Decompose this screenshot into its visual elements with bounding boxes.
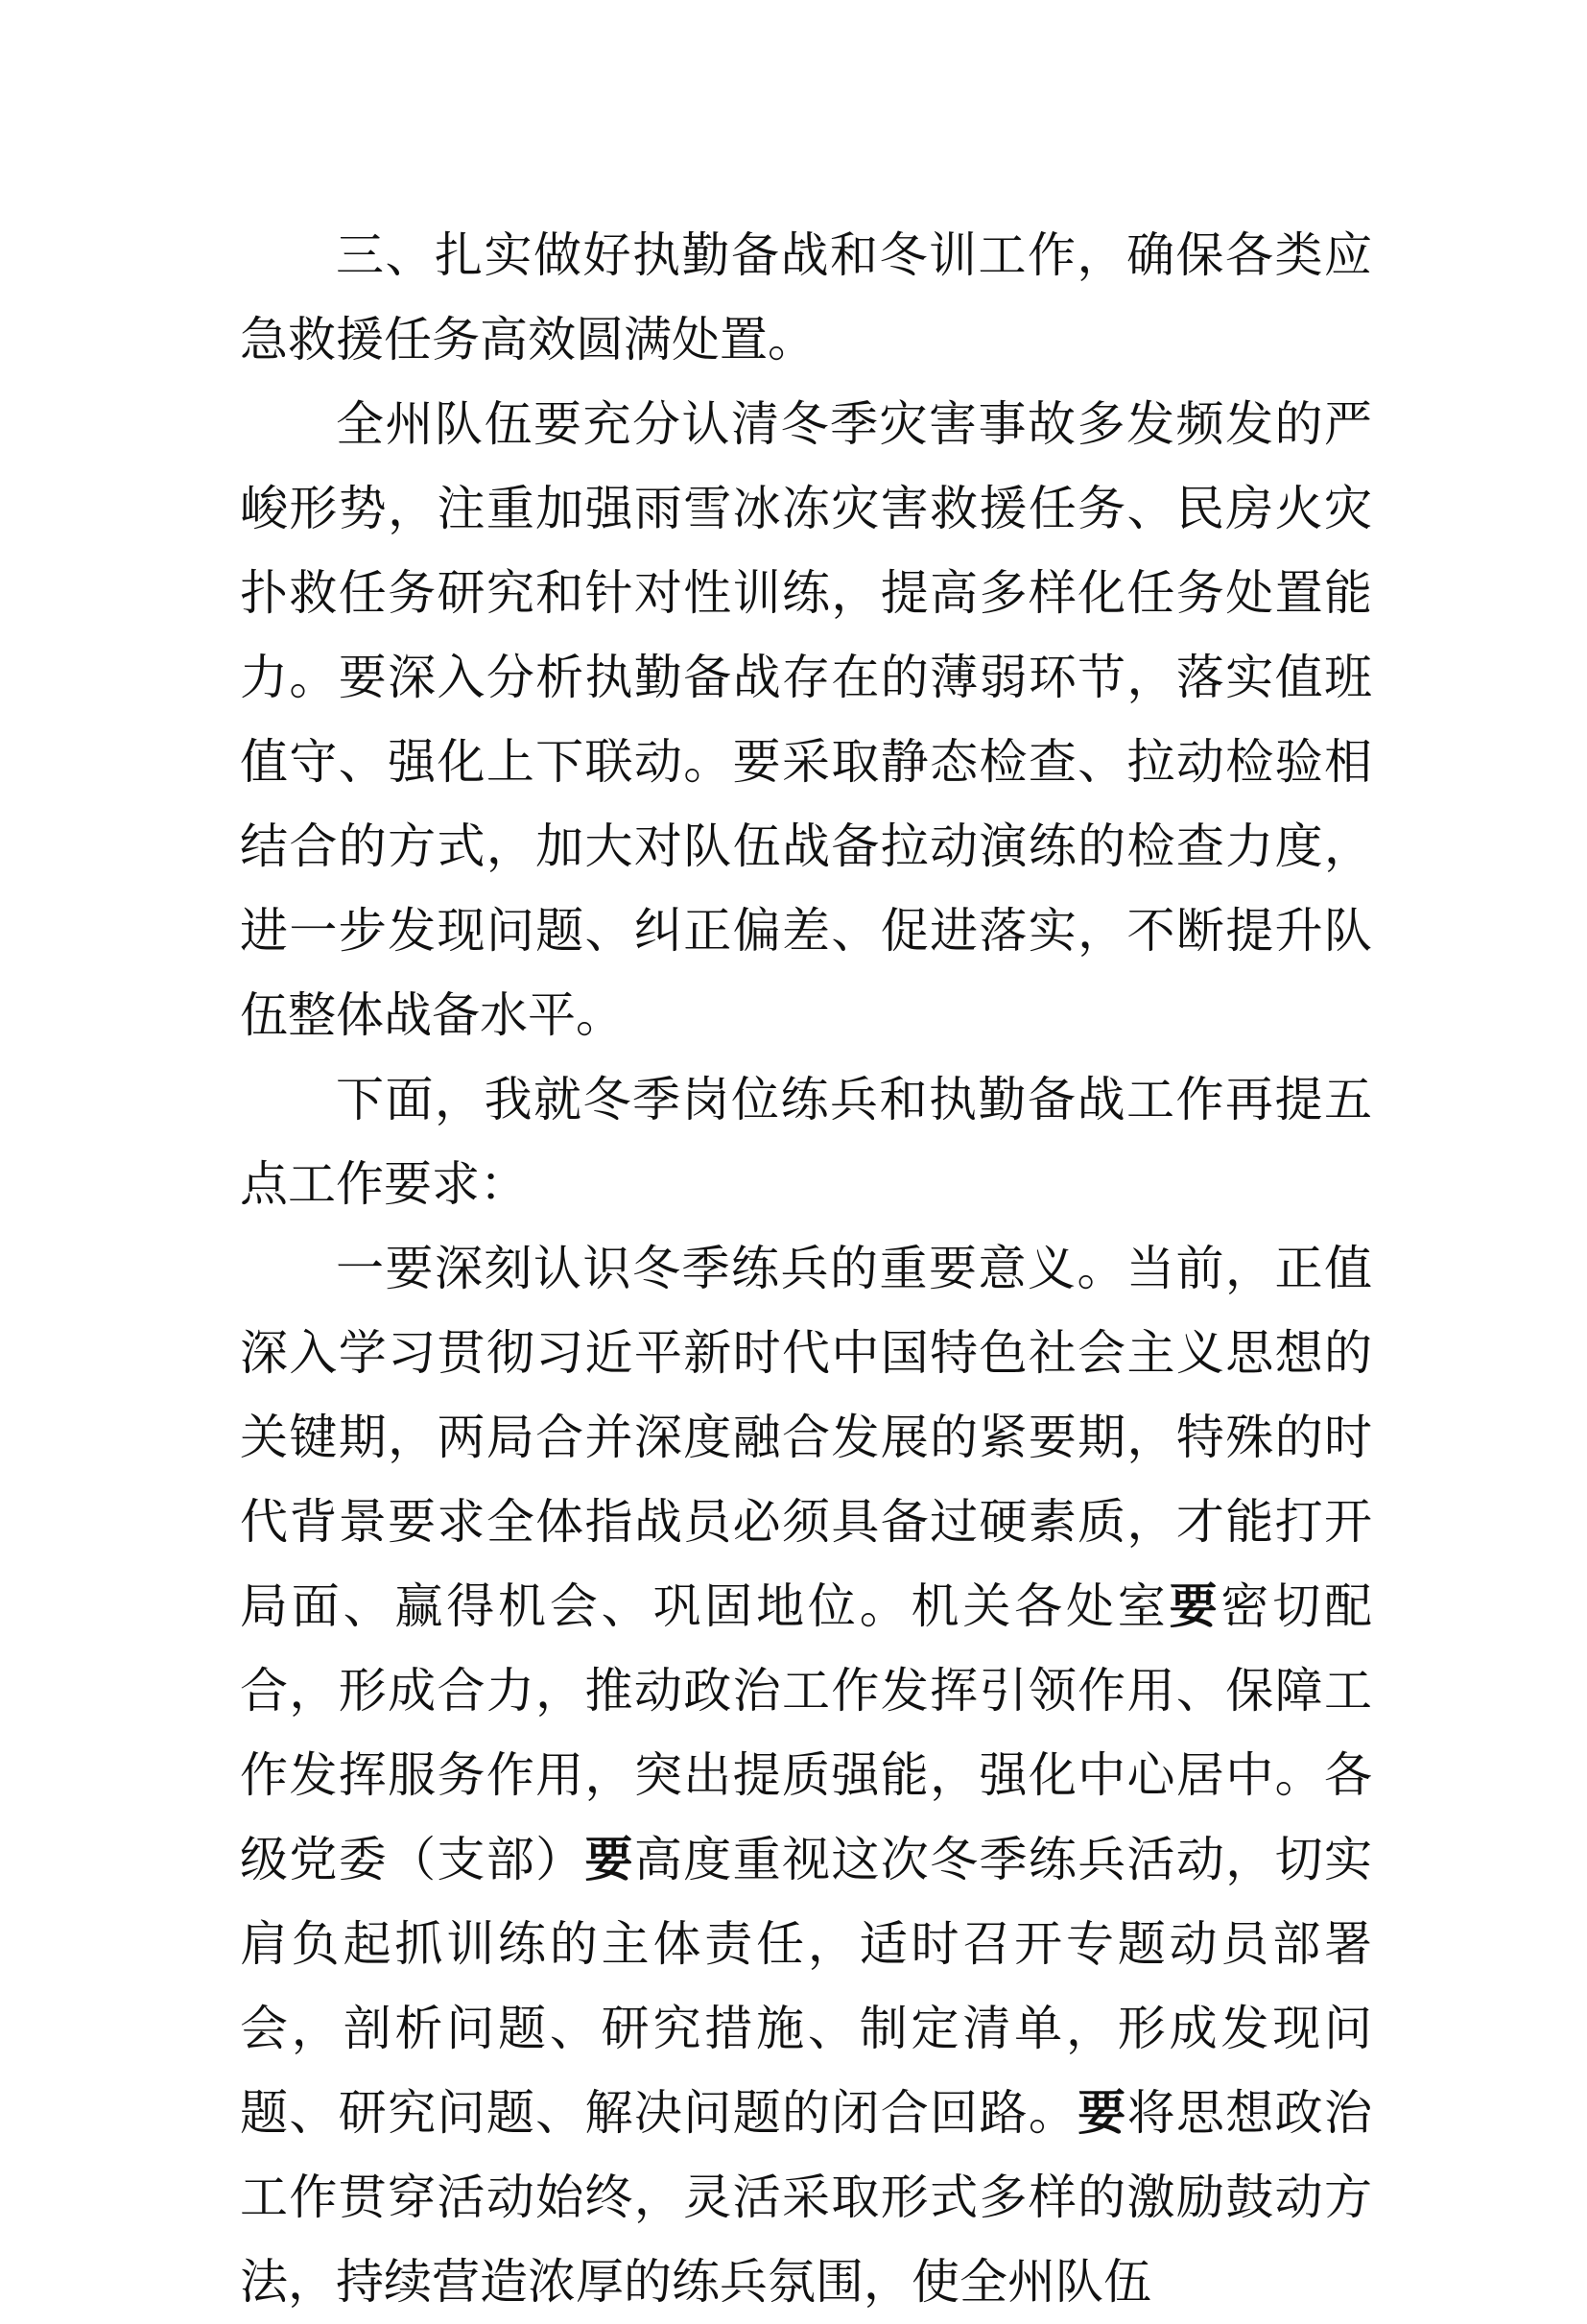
section-heading-paragraph: 三、扎实做好执勤备战和冬训工作，确保各类应急救援任务高效圆满处置。	[240, 227, 1372, 368]
body-paragraph: 下面，我就冬季岗位练兵和执勤备战工作再提五点工作要求：	[240, 1072, 1372, 1212]
text-segment: 一要深刻认识冬季练兵的重要意义。当前，正值深入学习贯彻习近平新时代中国特色社会主义思想的关键期，两局合并深度融合发展的紧要期，特殊的时代背景要求全体指战员必须具备过硬素质，才能打开局面、赢得机会、巩固地位。机关各处室	[240, 1241, 1372, 1634]
text-segment: 密切配合，形成合力，推动政治工作发挥引领作用、保障工作发挥服务作用，突出提质强能，强化中心居中。各级党委（支部）	[240, 1578, 1373, 1887]
text-segment: 将思想政治工作贯穿活动始终，灵活采取形式多样的激励鼓动方法，持续营造浓厚的练兵氛围，使全州队伍	[240, 2085, 1373, 2310]
body-paragraph	[240, 1226, 1372, 2324]
document-body	[240, 213, 1372, 2324]
text-segment: 高度重视这次冬季练兵活动，切实肩负起抓训练的主体责任，适时召开专题动员部署会，剖析问题、研究措施、制定清单，形成发现问题、研究问题、解决问题的闭合回路。	[240, 1832, 1373, 2141]
emphasis-text: 要	[1169, 1578, 1221, 1634]
body-paragraph: 全州队伍要充分认清冬季灾害事故多发频发的严峻形势，注重加强雨雪冰冻灾害救援任务、民房火灾扑救任务研究和针对性训练，提高多样化任务处置能力。要深入分析执勤备战存在的薄弱环节，落实值班值守、强化上下联动。要采取静态检查、拉动检验相结合的方式，加大对队伍战备拉动演练的检查力度，进一步发现问题、纠正偏差、促进落实，不断提升队伍整体战备水平。	[240, 396, 1372, 1043]
emphasis-text: 要	[1078, 2085, 1127, 2141]
emphasis-text: 要	[584, 1832, 634, 1887]
